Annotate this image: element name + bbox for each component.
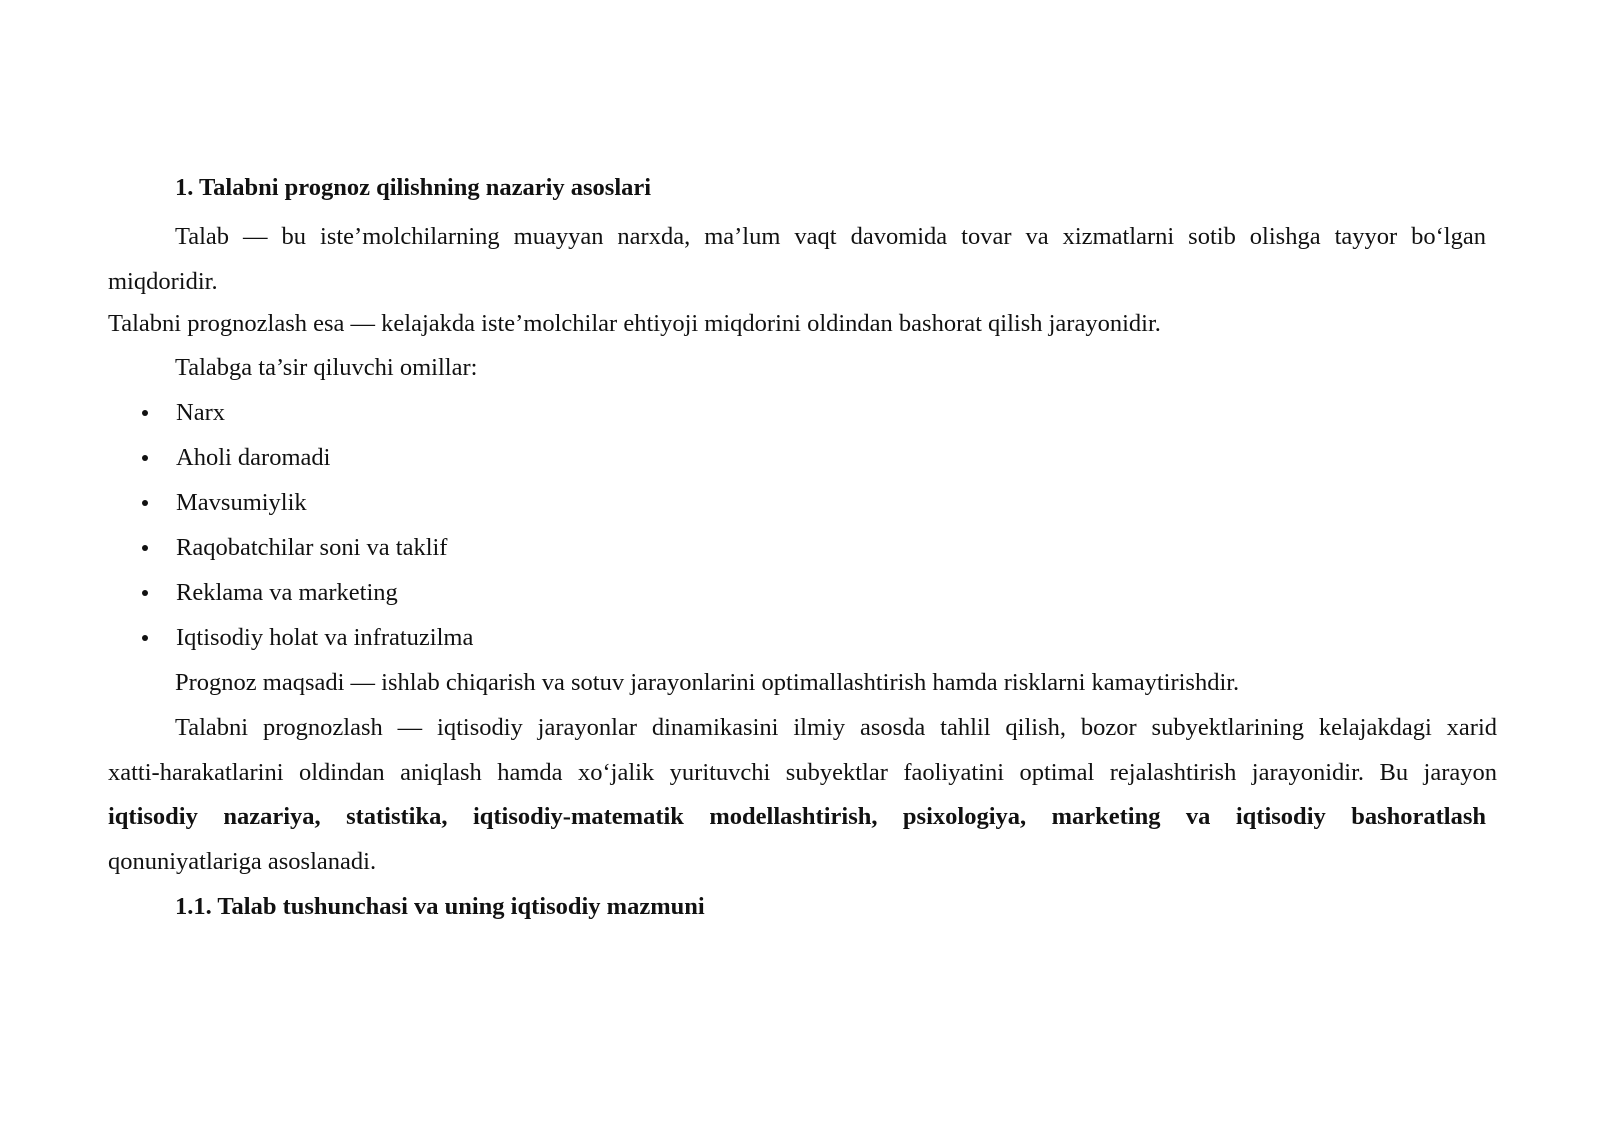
bullet-icon — [142, 635, 148, 641]
paragraph-line-1: Talabni prognozlash — iqtisodiy jarayonlar dinamikasini ilmiy asosda tahlil qilish, bozor subyektlarining kelajakdagi xarid — [175, 714, 1497, 741]
list-item: Iqtisodiy holat va infratuzilma — [176, 624, 474, 651]
factors-intro: Talabga ta’sir qiluvchi omillar: — [175, 354, 478, 381]
forecast-goal: Prognoz maqsadi — ishlab chiqarish va sotuv jarayonlarini optimallashtirish hamda risklarni kamaytirishdir. — [175, 669, 1240, 696]
bullet-icon — [142, 590, 148, 596]
list-item: Aholi daromadi — [176, 444, 331, 471]
definition-line-2: miqdoridir. — [108, 268, 218, 295]
list-item: Raqobatchilar soni va taklif — [176, 534, 448, 561]
paragraph-line-2: xatti-harakatlarini oldindan aniqlash hamda xo‘jalik yurituvchi subyektlar faoliyatini optimal rejalashtirish jarayonidir. Bu jarayon — [108, 759, 1497, 786]
list-item: Mavsumiylik — [176, 489, 307, 516]
section-heading: 1. Talabni prognoz qilishning nazariy asoslari — [175, 174, 652, 201]
paragraph-line-4: qonuniyatlariga asoslanadi. — [108, 848, 377, 875]
bullet-icon — [142, 410, 148, 416]
bullet-icon — [142, 455, 148, 461]
list-item: Reklama va marketing — [176, 579, 398, 606]
forecast-definition: Talabni prognozlash esa — kelajakda iste’molchilar ehtiyoji miqdorini oldindan bashorat qilish jarayonidir. — [108, 310, 1161, 337]
list-item: Narx — [176, 399, 225, 426]
definition-line-1: Talab — bu iste’molchilarning muayyan narxda, ma’lum vaqt davomida tovar va xizmatlarni sotib olishga tayyor bo‘lgan — [175, 223, 1486, 250]
paragraph-line-3-bold: iqtisodiy nazariya, statistika, iqtisodiy-matematik modellashtirish, psixologiya, marketing va iqtisodiy bashoratlash — [108, 803, 1486, 830]
subsection-heading: 1.1. Talab tushunchasi va uning iqtisodiy mazmuni — [175, 893, 705, 920]
bullet-icon — [142, 545, 148, 551]
bullet-icon — [142, 500, 148, 506]
